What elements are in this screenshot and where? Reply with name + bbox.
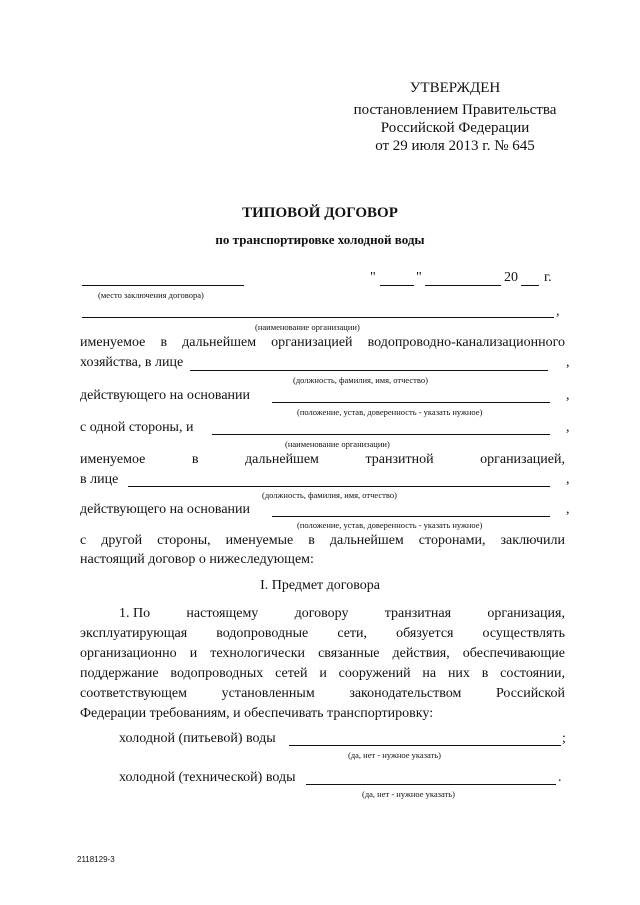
word: организация,	[487, 606, 565, 621]
basis2-line	[272, 516, 550, 517]
parties-line-4: с одной стороны, и	[80, 420, 194, 435]
item2-line	[306, 784, 556, 785]
footer-code: 2118129-3	[77, 855, 115, 864]
person2-caption: (должность, фамилия, имя, отчество)	[262, 490, 397, 500]
word: водопроводные	[216, 626, 309, 641]
word: дальнейшем	[245, 452, 319, 467]
year-prefix: 20	[504, 270, 518, 285]
word: договору	[294, 606, 349, 621]
parties-line-2: хозяйства, в лице	[80, 355, 184, 370]
word: законодательством	[349, 686, 462, 701]
word: установленным	[221, 686, 315, 701]
parties-line-1: именуемое в дальнейшем организацией водопроводно-канализационного	[80, 335, 565, 350]
org2-line	[212, 434, 550, 435]
person1-comma: ,	[566, 355, 570, 370]
person1-caption: (должность, фамилия, имя, отчество)	[293, 375, 428, 385]
word: транзитной	[365, 452, 434, 467]
para-line-1	[119, 606, 565, 622]
place-line	[82, 285, 244, 286]
person1-line	[190, 370, 548, 371]
parties-line-3: действующего на основании	[80, 388, 251, 403]
word: транзитная	[384, 606, 452, 621]
item1-caption: (да, нет - нужное указать)	[348, 750, 442, 760]
word: Российской	[495, 686, 565, 701]
org-name-line	[82, 317, 554, 318]
approval-heading: УТВЕРЖДЕН	[409, 80, 501, 96]
document-subtitle: по транспортировке холодной воды	[215, 232, 425, 247]
parties-line-9: настоящий договор о нижеследующем:	[80, 552, 314, 567]
parties-line-6: в лице	[80, 472, 119, 487]
date-quote-open: "	[370, 270, 376, 285]
document-title: ТИПОВОЙ ДОГОВОР	[242, 205, 398, 221]
parties-line-8: с другой стороны, именуемые в дальнейшем сторонами, заключили	[80, 533, 565, 548]
parties-line-7: действующего на основании	[80, 502, 251, 517]
item1-end: ;	[562, 731, 566, 746]
person2-line	[128, 486, 550, 487]
parties-line-5	[80, 452, 565, 468]
date-quote-close: "	[416, 270, 422, 285]
word: осуществлять	[482, 626, 565, 641]
word: эксплуатирующая	[80, 626, 188, 641]
org2-comma: ,	[566, 420, 570, 435]
word: 1. По	[119, 606, 151, 621]
item1-label: холодной (питьевой) воды	[119, 731, 276, 746]
para-line-4: поддержание водопроводных сетей и сооружений на них в состоянии,	[80, 666, 565, 681]
word: соответствующем	[80, 686, 187, 701]
word: в	[191, 452, 199, 467]
item2-end: .	[558, 770, 562, 785]
word: обязуется	[396, 626, 454, 641]
item2-caption: (да, нет - нужное указать)	[362, 789, 456, 799]
approval-line-3: от 29 июля 2013 г. № 645	[375, 138, 535, 154]
year-line	[521, 285, 539, 286]
word: именуемое	[80, 452, 146, 467]
word: настоящему	[186, 606, 259, 621]
item1-line	[289, 745, 561, 746]
org-name-caption: (наименование организации)	[255, 322, 360, 332]
para-line-5	[80, 686, 565, 702]
word: сети,	[337, 626, 368, 641]
basis1-line	[272, 402, 550, 403]
para-line-3: организационно и технологически связанные действия, обеспечивающие	[80, 646, 565, 661]
basis1-caption: (положение, устав, доверенность - указать нужное)	[297, 407, 483, 417]
basis1-comma: ,	[566, 388, 570, 403]
para-line-6: Федерации требованиям, и обеспечивать транспортировку:	[80, 706, 434, 721]
place-caption: (место заключения договора)	[98, 290, 204, 300]
section-heading: I. Предмет договора	[260, 578, 380, 593]
item2-label: холодной (технической) воды	[119, 770, 296, 785]
month-line	[425, 285, 501, 286]
org-name-comma: ,	[556, 304, 560, 319]
year-suffix: г.	[544, 270, 552, 285]
word: организацией,	[480, 452, 565, 467]
day-line	[380, 285, 414, 286]
person2-comma: ,	[566, 472, 570, 487]
approval-line-1: постановлением Правительства	[353, 102, 557, 118]
org2-caption: (наименование организации)	[285, 439, 390, 449]
approval-line-2: Российской Федерации	[380, 120, 530, 136]
para-line-2	[80, 626, 565, 642]
basis2-caption: (положение, устав, доверенность - указать нужное)	[297, 520, 483, 530]
basis2-comma: ,	[566, 502, 570, 517]
